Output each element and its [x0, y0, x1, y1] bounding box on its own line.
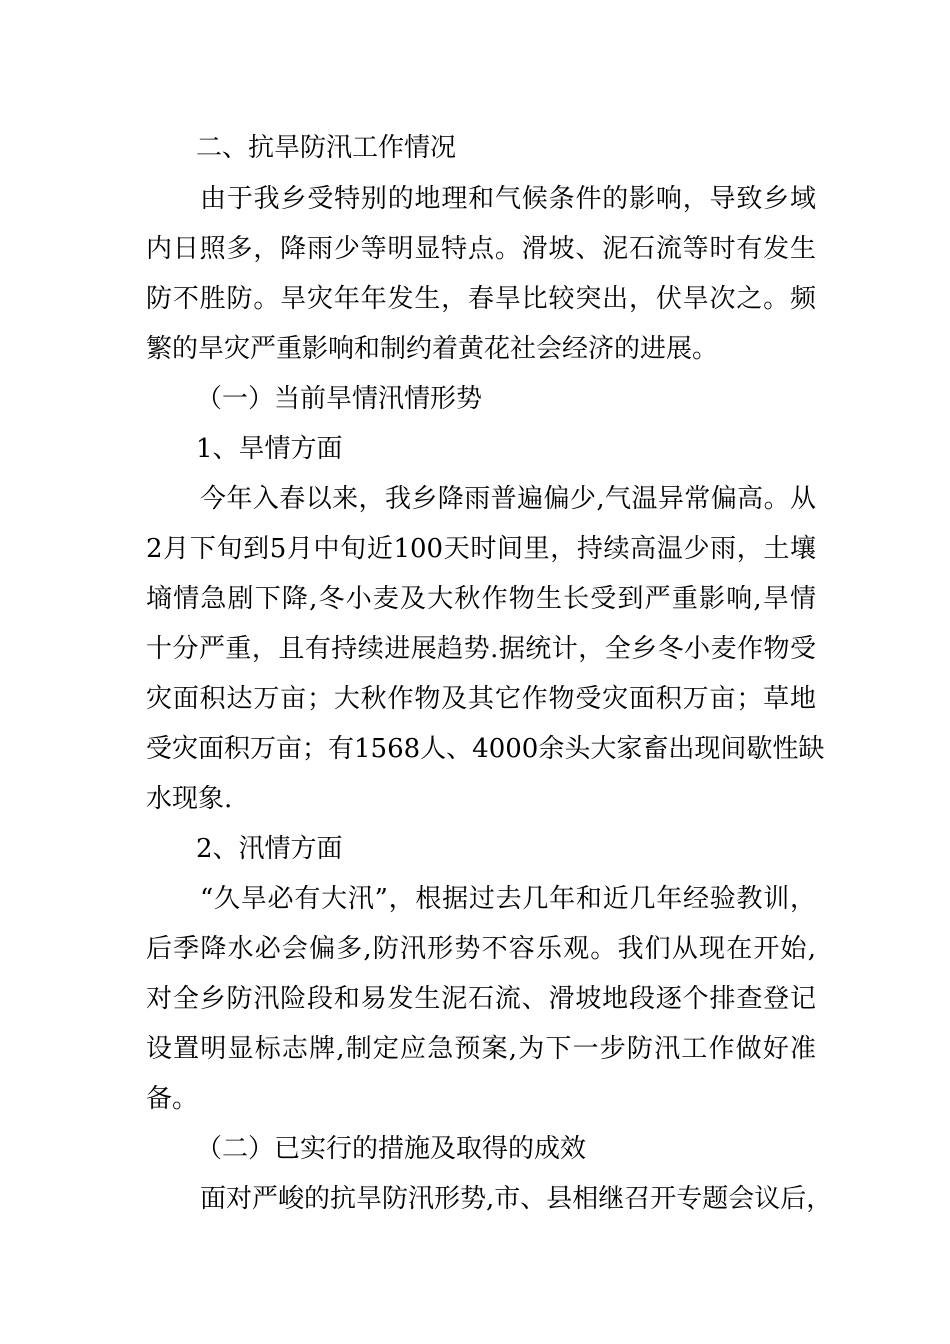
paragraph-line: “久旱必有大汛”，根据过去几年和近几年经验教训，	[200, 884, 816, 914]
paragraph-line: 今年入春以来，我乡降雨普遍偏少,气温异常偏高。从	[200, 484, 816, 514]
paragraph-line: 由于我乡受特别的地理和气候条件的影响，导致乡域	[200, 184, 816, 214]
paragraph-line: 受灾面积万亩；有1568人、4000余头大家畜出现间歇性缺	[146, 734, 825, 764]
paragraph-line: 内日照多，降雨少等明显特点。滑坡、泥石流等时有发生	[146, 234, 816, 264]
paragraph-line: 墒情急剧下降,冬小麦及大秋作物生长受到严重影响,旱情	[146, 584, 816, 614]
paragraph-line: 面对严峻的抗旱防汛形势,市、县相继召开专题会议后，	[200, 1184, 833, 1214]
subsection-heading: 1、旱情方面	[196, 434, 343, 464]
paragraph-line: 灾面积达万亩；大秋作物及其它作物受灾面积万亩；草地	[146, 684, 816, 714]
section-heading: 二、抗旱防汛工作情况	[196, 133, 457, 163]
paragraph-line: 水现象.	[146, 784, 233, 814]
paragraph-line: 备。	[146, 1084, 199, 1114]
paragraph-line: 2月下旬到5月中旬近100天时间里，持续高温少雨，土壤	[146, 534, 816, 564]
paragraph-line: 设置明显标志牌,制定应急预案,为下一步防汛工作做好准	[146, 1034, 816, 1064]
subsection-heading: （一）当前旱情汛情形势	[196, 384, 483, 414]
paragraph-line: 十分严重，且有持续进展趋势.据统计，全乡冬小麦作物受	[146, 634, 816, 664]
paragraph-line: 对全乡防汛险段和易发生泥石流、滑坡地段逐个排查登记	[146, 984, 816, 1014]
subsection-heading: 2、汛情方面	[196, 834, 343, 864]
paragraph-line: 繁的旱灾严重影响和制约着黄花社会经济的进展。	[146, 334, 719, 364]
subsection-heading: （二）已实行的措施及取得的成效	[196, 1134, 587, 1164]
paragraph-line: 防不胜防。旱灾年年发生，春旱比较突出，伏旱次之。频	[146, 284, 816, 314]
paragraph-line: 后季降水必会偏多,防汛形势不容乐观。我们从现在开始,	[146, 934, 816, 964]
